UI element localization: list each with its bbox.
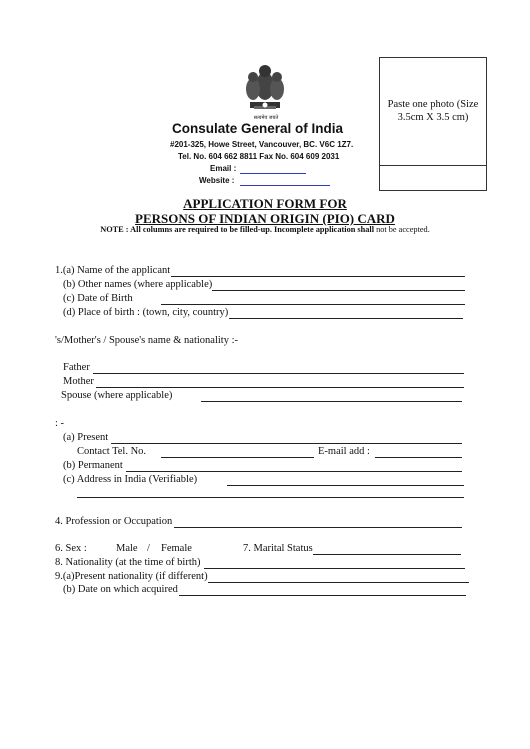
spouse-label: Spouse (where applicable) <box>61 390 173 401</box>
marital-status-label: 7. Marital Status <box>243 543 313 554</box>
q2-heading: 's/Mother's / Spouse's name & nationality :- <box>55 335 238 346</box>
note-bold: NOTE : All columns are required to be filled-up. Incomplete application shall <box>100 225 375 234</box>
india-address-label: (c) Address in India (Verifiable) <box>63 474 198 485</box>
india-address-field-2[interactable] <box>77 497 464 498</box>
photo-instructions: Paste one photo (Size 3.5cm X 3.5 cm) <box>387 99 479 123</box>
nationality-birth-field[interactable] <box>204 568 465 569</box>
contact-tel-label: Contact Tel. No. <box>77 446 147 457</box>
q1d-field[interactable] <box>229 318 463 319</box>
form-title-line2: PERSONS OF INDIAN ORIGIN (PIO) CARD <box>135 211 395 226</box>
form-title-line1: APPLICATION FORM FOR <box>183 196 347 211</box>
mother-label: Mother <box>63 376 94 387</box>
photo-box <box>379 57 487 191</box>
emblem-motto: सत्यमेव जयते <box>253 115 279 121</box>
spouse-field[interactable] <box>201 401 462 402</box>
q1b-label: (b) Other names (where applicable) <box>63 279 213 290</box>
date-acquired-label: (b) Date on which acquired <box>63 584 178 595</box>
note-rest: not be accepted. <box>374 225 430 234</box>
marital-status-field[interactable] <box>313 554 461 555</box>
email-label: Email : <box>210 164 237 173</box>
nationality-birth-label: 8. Nationality (at the time of birth) <box>55 557 201 568</box>
profession-label: 4. Profession or Occupation <box>55 516 173 527</box>
contact-tel-field[interactable] <box>161 457 314 458</box>
consulate-address: #201-325, Howe Street, Vancouver, BC. V6C 1Z7. <box>170 140 354 149</box>
permanent-address-field[interactable] <box>126 471 462 472</box>
email-add-field[interactable] <box>375 457 462 458</box>
sex-slash: / <box>147 543 150 554</box>
profession-field[interactable] <box>174 527 462 528</box>
website-line <box>240 185 330 186</box>
q1c-label: (c) Date of Birth <box>63 293 133 304</box>
q1d-label: (d) Place of birth : (town, city, country) <box>63 307 229 318</box>
form-title <box>0 196 530 226</box>
father-field[interactable] <box>93 373 464 374</box>
q1b-field[interactable] <box>212 290 465 291</box>
form-note <box>0 225 530 234</box>
present-address-field[interactable] <box>111 443 462 444</box>
permanent-address-label: (b) Permanent <box>63 460 123 471</box>
website-label: Website : <box>199 176 235 185</box>
father-label: Father <box>63 362 90 373</box>
sex-label: 6. Sex : <box>55 543 87 554</box>
sex-male-option[interactable]: Male <box>116 543 138 554</box>
q3-heading: : - <box>55 418 65 429</box>
india-address-field[interactable] <box>227 485 464 486</box>
national-emblem-icon <box>238 62 292 120</box>
photo-divider <box>380 165 486 166</box>
q1c-field[interactable] <box>161 304 465 305</box>
email-add-label: E-mail add : <box>318 446 370 457</box>
consulate-title: Consulate General of India <box>172 121 344 136</box>
email-line <box>240 173 306 174</box>
present-nationality-label: 9.(a)Present nationality (if different) <box>55 571 208 582</box>
date-acquired-field[interactable] <box>179 595 466 596</box>
present-nationality-field[interactable] <box>208 582 469 583</box>
mother-field[interactable] <box>96 387 464 388</box>
sex-female-option[interactable]: Female <box>161 543 192 554</box>
q1a-field[interactable] <box>171 276 465 277</box>
present-address-label: (a) Present <box>63 432 109 443</box>
consulate-phone: Tel. No. 604 662 8811 Fax No. 604 609 2031 <box>178 152 340 161</box>
q1a-label: 1.(a) Name of the applicant <box>55 265 171 276</box>
